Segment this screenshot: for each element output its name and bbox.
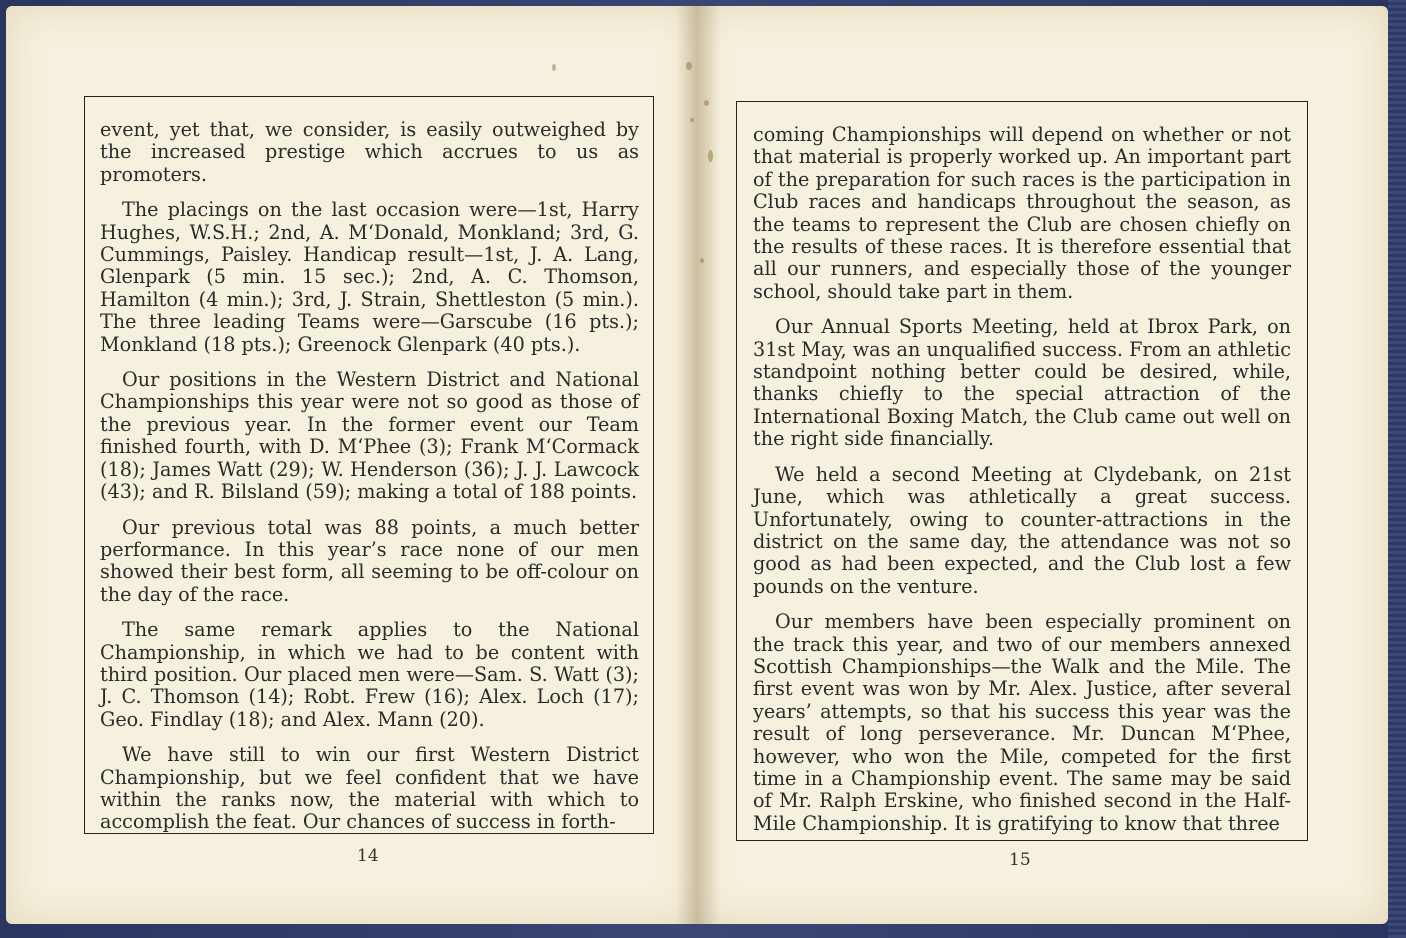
paper-stain [552, 64, 556, 71]
left-paragraph-2: The placings on the last occasion were—1st, Harry Hughes, W.S.H.; 2nd, A. M‘Donald, Monkland; 3rd, G. Cummings, Paisley. Handicap result—1st, J. A. Lang, Glenpark (5 min. 15 sec.); 2nd, A. C. Thomson, Hamilton (4 min.); 3rd, J. Strain, Shettleston (5 min.). The three leading Teams were—Garscube (16 pts.); Monkland (18 pts.); Greenock Glenpark (40 pts.). [100, 198, 639, 356]
right-text-frame [736, 101, 1308, 841]
left-page-number: 14 [357, 846, 379, 866]
right-paragraph-4: Our members have been especially prominent on the track this year, and two of our members annexed Scottish Championships—the Walk and the Mile. The first event was won by Mr. Alex. Justice, after several years’ attempts, so that his success this year was the result of long perseverance. Mr. Duncan M‘Phee, however, who won the Mile, competed for the first time in a Championship event. The same may be said of Mr. Ralph Erskine, who finished second in the Half-Mile Championship. It is gratifying to know that three [753, 610, 1291, 835]
left-text-frame [84, 96, 654, 834]
left-paragraph-1: event, yet that, we consider, is easily outweighed by the increased prestige which accrues to us as promoters. [100, 118, 639, 186]
right-page-number: 15 [1009, 850, 1031, 870]
left-paragraph-6: We have still to win our first Western District Championship, but we feel confident that we have within the ranks now, the material with which to accomplish the feat. Our chances of success in forth- [100, 743, 639, 834]
right-paragraph-3: We held a second Meeting at Clydebank, on 21st June, which was athletically a great success. Unfortunately, owing to counter-attractions in the district on the same day, the attendance was not so good as had been expected, and the Club lost a few pounds on the venture. [753, 462, 1291, 598]
page-gutter [676, 6, 720, 924]
paper-stain [708, 150, 713, 162]
paper-stain [686, 62, 692, 70]
right-paragraph-1: coming Championships will depend on whether or not that material is properly worked up. An important part of the preparation for such races is the participation in Club races and handicaps throughout the season, as the teams to represent the Club are chosen chiefly on the results of these races. It is therefore essential that all our runners, and especially those of the younger school, should take part in them. [753, 123, 1291, 303]
left-paragraph-5: The same remark applies to the National Championship, in which we had to be content with third position. Our placed men were—Sam. S. Watt (3); J. C. Thomson (14); Robt. Frew (16); Alex. Loch (17); Geo. Findlay (18); and Alex. Mann (20). [100, 618, 639, 731]
left-paragraph-3: Our positions in the Western District and National Championships this year were not so good as those of the previous year. In the former event our Team finished fourth, with D. M‘Phee (3); Frank M‘Cormack (18); James Watt (29); W. Henderson (36); J. J. Lawcock (43); and R. Bilsland (59); making a total of 188 points. [100, 368, 639, 504]
paper-stain [700, 258, 704, 263]
right-paragraph-2: Our Annual Sports Meeting, held at Ibrox Park, on 31st May, was an unqualified success. From an athletic standpoint nothing better could be desired, while, thanks chiefly to the special attraction of the International Boxing Match, the Club came out well on the right side financially. [753, 315, 1291, 451]
cover-edge [1388, 0, 1406, 938]
paper-stain [704, 100, 709, 106]
left-paragraph-4: Our previous total was 88 points, a much better performance. In this year’s race none of our men showed their best form, all seeming to be off-colour on the day of the race. [100, 515, 639, 606]
paper-stain [690, 118, 694, 122]
